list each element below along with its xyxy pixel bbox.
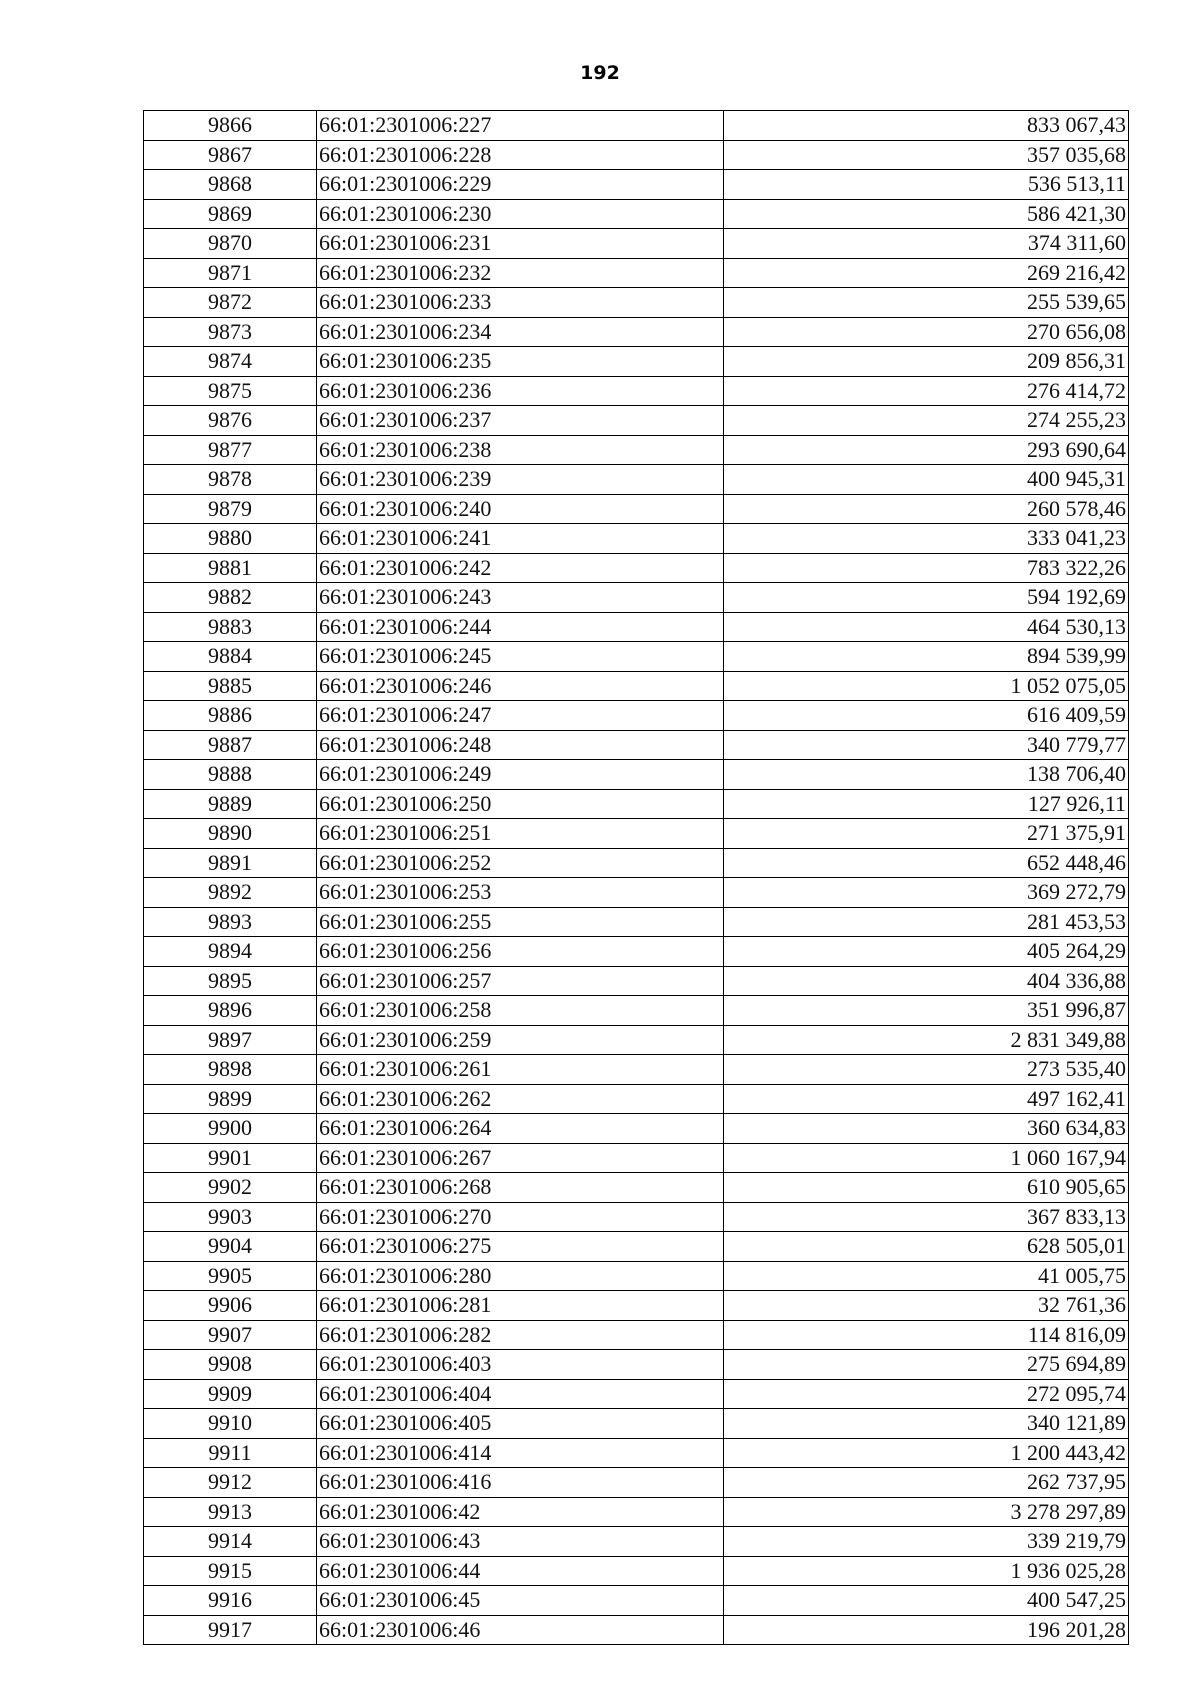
cadastral-number-cell: 66:01:2301006:45 xyxy=(317,1586,724,1616)
table-row xyxy=(144,1025,1129,1055)
cadastral-number-cell: 66:01:2301006:247 xyxy=(317,701,724,731)
cadastral-number-cell: 66:01:2301006:416 xyxy=(317,1468,724,1498)
cadastral-value-cell: 333 041,23 xyxy=(724,524,1129,554)
table-row xyxy=(144,1261,1129,1291)
row-number-cell: 9895 xyxy=(144,966,317,996)
cadastral-value-cell: 3 278 297,89 xyxy=(724,1497,1129,1527)
cadastral-number-cell: 66:01:2301006:404 xyxy=(317,1379,724,1409)
cadastral-number-cell: 66:01:2301006:44 xyxy=(317,1556,724,1586)
cadastral-number-cell: 66:01:2301006:244 xyxy=(317,612,724,642)
table-row xyxy=(144,376,1129,406)
table-row xyxy=(144,907,1129,937)
table-row xyxy=(144,553,1129,583)
cadastral-value-cell: 340 779,77 xyxy=(724,730,1129,760)
table-row xyxy=(144,642,1129,672)
table-body xyxy=(144,111,1129,1645)
row-number-cell: 9879 xyxy=(144,494,317,524)
row-number-cell: 9896 xyxy=(144,996,317,1026)
row-number-cell: 9874 xyxy=(144,347,317,377)
row-number-cell: 9888 xyxy=(144,760,317,790)
row-number-cell: 9887 xyxy=(144,730,317,760)
row-number-cell: 9911 xyxy=(144,1438,317,1468)
table-row xyxy=(144,1409,1129,1439)
cadastral-number-cell: 66:01:2301006:242 xyxy=(317,553,724,583)
table-row xyxy=(144,199,1129,229)
table-row xyxy=(144,1438,1129,1468)
cadastral-value-cell: 536 513,11 xyxy=(724,170,1129,200)
cadastral-value-cell: 339 219,79 xyxy=(724,1527,1129,1557)
cadastral-value-cell: 262 737,95 xyxy=(724,1468,1129,1498)
cadastral-value-cell: 41 005,75 xyxy=(724,1261,1129,1291)
cadastral-number-cell: 66:01:2301006:252 xyxy=(317,848,724,878)
cadastral-number-cell: 66:01:2301006:233 xyxy=(317,288,724,318)
cadastral-value-cell: 616 409,59 xyxy=(724,701,1129,731)
cadastral-value-cell: 357 035,68 xyxy=(724,140,1129,170)
cadastral-number-cell: 66:01:2301006:280 xyxy=(317,1261,724,1291)
table-row xyxy=(144,583,1129,613)
row-number-cell: 9905 xyxy=(144,1261,317,1291)
cadastral-number-cell: 66:01:2301006:262 xyxy=(317,1084,724,1114)
cadastral-number-cell: 66:01:2301006:235 xyxy=(317,347,724,377)
table-row xyxy=(144,1055,1129,1085)
cadastral-number-cell: 66:01:2301006:241 xyxy=(317,524,724,554)
row-number-cell: 9906 xyxy=(144,1291,317,1321)
cadastral-number-cell: 66:01:2301006:232 xyxy=(317,258,724,288)
cadastral-number-cell: 66:01:2301006:259 xyxy=(317,1025,724,1055)
cadastral-value-cell: 269 216,42 xyxy=(724,258,1129,288)
page-number: 192 xyxy=(580,62,620,84)
row-number-cell: 9893 xyxy=(144,907,317,937)
table-row xyxy=(144,1497,1129,1527)
row-number-cell: 9892 xyxy=(144,878,317,908)
row-number-cell: 9890 xyxy=(144,819,317,849)
table-row xyxy=(144,1468,1129,1498)
cadastral-number-cell: 66:01:2301006:248 xyxy=(317,730,724,760)
cadastral-number-cell: 66:01:2301006:240 xyxy=(317,494,724,524)
cadastral-value-cell: 340 121,89 xyxy=(724,1409,1129,1439)
row-number-cell: 9889 xyxy=(144,789,317,819)
table-row xyxy=(144,848,1129,878)
row-number-cell: 9871 xyxy=(144,258,317,288)
cadastral-value-cell: 351 996,87 xyxy=(724,996,1129,1026)
row-number-cell: 9866 xyxy=(144,111,317,141)
cadastral-value-cell: 833 067,43 xyxy=(724,111,1129,141)
cadastral-value-cell: 274 255,23 xyxy=(724,406,1129,436)
cadastral-number-cell: 66:01:2301006:42 xyxy=(317,1497,724,1527)
cadastral-number-cell: 66:01:2301006:258 xyxy=(317,996,724,1026)
row-number-cell: 9880 xyxy=(144,524,317,554)
cadastral-value-cell: 497 162,41 xyxy=(724,1084,1129,1114)
row-number-cell: 9878 xyxy=(144,465,317,495)
table-row xyxy=(144,1379,1129,1409)
cadastral-number-cell: 66:01:2301006:256 xyxy=(317,937,724,967)
row-number-cell: 9917 xyxy=(144,1615,317,1645)
cadastral-value-cell: 255 539,65 xyxy=(724,288,1129,318)
row-number-cell: 9867 xyxy=(144,140,317,170)
table-row xyxy=(144,435,1129,465)
row-number-cell: 9885 xyxy=(144,671,317,701)
cadastral-number-cell: 66:01:2301006:253 xyxy=(317,878,724,908)
table-row xyxy=(144,966,1129,996)
row-number-cell: 9904 xyxy=(144,1232,317,1262)
cadastral-value-cell: 281 453,53 xyxy=(724,907,1129,937)
row-number-cell: 9883 xyxy=(144,612,317,642)
cadastral-number-cell: 66:01:2301006:229 xyxy=(317,170,724,200)
row-number-cell: 9899 xyxy=(144,1084,317,1114)
table-row xyxy=(144,1173,1129,1203)
cadastral-number-cell: 66:01:2301006:230 xyxy=(317,199,724,229)
cadastral-number-cell: 66:01:2301006:414 xyxy=(317,1438,724,1468)
table-row xyxy=(144,819,1129,849)
table-row xyxy=(144,730,1129,760)
table-row xyxy=(144,1232,1129,1262)
table-row xyxy=(144,229,1129,259)
row-number-cell: 9872 xyxy=(144,288,317,318)
table-row xyxy=(144,878,1129,908)
cadastral-value-cell: 273 535,40 xyxy=(724,1055,1129,1085)
table-row xyxy=(144,760,1129,790)
table-row xyxy=(144,1350,1129,1380)
row-number-cell: 9914 xyxy=(144,1527,317,1557)
row-number-cell: 9915 xyxy=(144,1556,317,1586)
cadastral-value-cell: 275 694,89 xyxy=(724,1350,1129,1380)
table-row xyxy=(144,1556,1129,1586)
cadastral-value-cell: 400 945,31 xyxy=(724,465,1129,495)
cadastral-number-cell: 66:01:2301006:243 xyxy=(317,583,724,613)
table-row xyxy=(144,170,1129,200)
cadastral-value-cell: 1 936 025,28 xyxy=(724,1556,1129,1586)
table-row xyxy=(144,701,1129,731)
row-number-cell: 9881 xyxy=(144,553,317,583)
cadastral-number-cell: 66:01:2301006:238 xyxy=(317,435,724,465)
cadastral-value-cell: 276 414,72 xyxy=(724,376,1129,406)
cadastral-number-cell: 66:01:2301006:270 xyxy=(317,1202,724,1232)
table-row xyxy=(144,1527,1129,1557)
cadastral-value-cell: 360 634,83 xyxy=(724,1114,1129,1144)
cadastral-value-cell: 628 505,01 xyxy=(724,1232,1129,1262)
table-row xyxy=(144,140,1129,170)
table-row xyxy=(144,111,1129,141)
cadastral-value-cell: 610 905,65 xyxy=(724,1173,1129,1203)
row-number-cell: 9877 xyxy=(144,435,317,465)
cadastral-number-cell: 66:01:2301006:257 xyxy=(317,966,724,996)
cadastral-value-cell: 32 761,36 xyxy=(724,1291,1129,1321)
cadastral-number-cell: 66:01:2301006:255 xyxy=(317,907,724,937)
table-row xyxy=(144,317,1129,347)
row-number-cell: 9902 xyxy=(144,1173,317,1203)
table-row xyxy=(144,1291,1129,1321)
row-number-cell: 9916 xyxy=(144,1586,317,1616)
row-number-cell: 9913 xyxy=(144,1497,317,1527)
cadastral-number-cell: 66:01:2301006:231 xyxy=(317,229,724,259)
row-number-cell: 9903 xyxy=(144,1202,317,1232)
cadastral-value-cell: 374 311,60 xyxy=(724,229,1129,259)
cadastral-number-cell: 66:01:2301006:246 xyxy=(317,671,724,701)
table-row xyxy=(144,1320,1129,1350)
cadastral-number-cell: 66:01:2301006:234 xyxy=(317,317,724,347)
cadastral-value-cell: 138 706,40 xyxy=(724,760,1129,790)
row-number-cell: 9875 xyxy=(144,376,317,406)
table-row xyxy=(144,1615,1129,1645)
cadastral-value-cell: 127 926,11 xyxy=(724,789,1129,819)
cadastral-number-cell: 66:01:2301006:239 xyxy=(317,465,724,495)
table-row xyxy=(144,996,1129,1026)
cadastral-value-cell: 2 831 349,88 xyxy=(724,1025,1129,1055)
cadastral-number-cell: 66:01:2301006:405 xyxy=(317,1409,724,1439)
cadastral-number-cell: 66:01:2301006:267 xyxy=(317,1143,724,1173)
cadastral-value-cell: 400 547,25 xyxy=(724,1586,1129,1616)
table-row xyxy=(144,789,1129,819)
table-row xyxy=(144,347,1129,377)
table-row xyxy=(144,1084,1129,1114)
cadastral-value-table xyxy=(143,110,1129,1645)
row-number-cell: 9870 xyxy=(144,229,317,259)
row-number-cell: 9876 xyxy=(144,406,317,436)
cadastral-number-cell: 66:01:2301006:245 xyxy=(317,642,724,672)
cadastral-number-cell: 66:01:2301006:281 xyxy=(317,1291,724,1321)
table-row xyxy=(144,494,1129,524)
cadastral-value-cell: 1 200 443,42 xyxy=(724,1438,1129,1468)
row-number-cell: 9909 xyxy=(144,1379,317,1409)
cadastral-value-cell: 260 578,46 xyxy=(724,494,1129,524)
cadastral-value-cell: 652 448,46 xyxy=(724,848,1129,878)
cadastral-number-cell: 66:01:2301006:251 xyxy=(317,819,724,849)
row-number-cell: 9886 xyxy=(144,701,317,731)
row-number-cell: 9900 xyxy=(144,1114,317,1144)
cadastral-number-cell: 66:01:2301006:228 xyxy=(317,140,724,170)
cadastral-number-cell: 66:01:2301006:46 xyxy=(317,1615,724,1645)
table-row xyxy=(144,465,1129,495)
row-number-cell: 9873 xyxy=(144,317,317,347)
row-number-cell: 9901 xyxy=(144,1143,317,1173)
row-number-cell: 9868 xyxy=(144,170,317,200)
cadastral-value-cell: 1 060 167,94 xyxy=(724,1143,1129,1173)
row-number-cell: 9908 xyxy=(144,1350,317,1380)
cadastral-number-cell: 66:01:2301006:250 xyxy=(317,789,724,819)
row-number-cell: 9894 xyxy=(144,937,317,967)
table-row xyxy=(144,1586,1129,1616)
cadastral-value-cell: 369 272,79 xyxy=(724,878,1129,908)
row-number-cell: 9891 xyxy=(144,848,317,878)
table-row xyxy=(144,288,1129,318)
table-row xyxy=(144,612,1129,642)
table-row xyxy=(144,937,1129,967)
cadastral-number-cell: 66:01:2301006:282 xyxy=(317,1320,724,1350)
cadastral-value-cell: 594 192,69 xyxy=(724,583,1129,613)
cadastral-number-cell: 66:01:2301006:43 xyxy=(317,1527,724,1557)
cadastral-value-cell: 404 336,88 xyxy=(724,966,1129,996)
cadastral-number-cell: 66:01:2301006:249 xyxy=(317,760,724,790)
table-row xyxy=(144,1114,1129,1144)
cadastral-value-cell: 464 530,13 xyxy=(724,612,1129,642)
cadastral-number-cell: 66:01:2301006:261 xyxy=(317,1055,724,1085)
table-row xyxy=(144,1143,1129,1173)
table-row xyxy=(144,258,1129,288)
table-row xyxy=(144,406,1129,436)
cadastral-value-cell: 272 095,74 xyxy=(724,1379,1129,1409)
row-number-cell: 9897 xyxy=(144,1025,317,1055)
cadastral-value-cell: 196 201,28 xyxy=(724,1615,1129,1645)
cadastral-value-cell: 586 421,30 xyxy=(724,199,1129,229)
cadastral-value-cell: 1 052 075,05 xyxy=(724,671,1129,701)
row-number-cell: 9884 xyxy=(144,642,317,672)
cadastral-value-cell: 293 690,64 xyxy=(724,435,1129,465)
cadastral-value-cell: 783 322,26 xyxy=(724,553,1129,583)
cadastral-value-cell: 271 375,91 xyxy=(724,819,1129,849)
cadastral-number-cell: 66:01:2301006:237 xyxy=(317,406,724,436)
table-row xyxy=(144,1202,1129,1232)
cadastral-number-cell: 66:01:2301006:403 xyxy=(317,1350,724,1380)
row-number-cell: 9869 xyxy=(144,199,317,229)
row-number-cell: 9912 xyxy=(144,1468,317,1498)
table-row xyxy=(144,524,1129,554)
row-number-cell: 9910 xyxy=(144,1409,317,1439)
cadastral-number-cell: 66:01:2301006:275 xyxy=(317,1232,724,1262)
cadastral-number-cell: 66:01:2301006:236 xyxy=(317,376,724,406)
cadastral-value-cell: 270 656,08 xyxy=(724,317,1129,347)
cadastral-number-cell: 66:01:2301006:264 xyxy=(317,1114,724,1144)
row-number-cell: 9882 xyxy=(144,583,317,613)
cadastral-value-cell: 367 833,13 xyxy=(724,1202,1129,1232)
cadastral-number-cell: 66:01:2301006:227 xyxy=(317,111,724,141)
row-number-cell: 9907 xyxy=(144,1320,317,1350)
cadastral-value-cell: 209 856,31 xyxy=(724,347,1129,377)
cadastral-value-cell: 894 539,99 xyxy=(724,642,1129,672)
table-row xyxy=(144,671,1129,701)
row-number-cell: 9898 xyxy=(144,1055,317,1085)
cadastral-value-cell: 114 816,09 xyxy=(724,1320,1129,1350)
cadastral-value-cell: 405 264,29 xyxy=(724,937,1129,967)
cadastral-number-cell: 66:01:2301006:268 xyxy=(317,1173,724,1203)
